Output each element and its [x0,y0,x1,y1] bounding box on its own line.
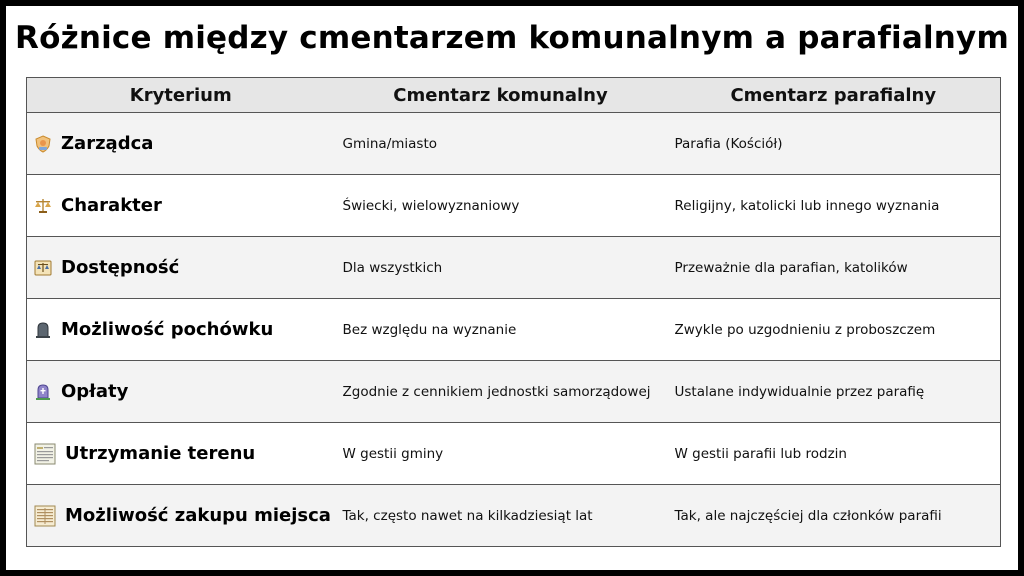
cell-parafialny: Parafia (Kościół) [667,113,1001,175]
document-list-icon [33,442,57,466]
cell-parafialny: Zwykle po uzgodnieniu z proboszczem [667,299,1001,361]
table-row [27,237,1001,299]
table-row [27,361,1001,423]
shield-badge-icon [33,134,53,154]
criterion-label: Możliwość pochówku [61,319,274,340]
criterion-label: Możliwość zakupu miejsca [65,505,331,526]
tombstone-icon [33,320,53,340]
table-header-row [27,78,1001,113]
table-row [27,299,1001,361]
criterion-label: Utrzymanie terenu [65,443,256,464]
header-parafialny: Cmentarz parafialny [667,78,1001,113]
page-title: Różnice między cmentarzem komunalnym a parafialnym [15,20,1009,56]
cell-komunalny: Gmina/miasto [335,113,667,175]
cell-komunalny: Świecki, wielowyznaniowy [335,175,667,237]
table-row [27,113,1001,175]
header-criterion: Kryterium [27,78,335,113]
cell-komunalny: Tak, często nawet na kilkadziesiąt lat [335,485,667,547]
cell-parafialny: Przeważnie dla parafian, katolików [667,237,1001,299]
criterion-label: Opłaty [61,381,129,402]
cell-komunalny: Dla wszystkich [335,237,667,299]
header-komunalny: Cmentarz komunalny [335,78,667,113]
ledger-icon [33,504,57,528]
table-row [27,175,1001,237]
headstone-purple-icon [33,382,53,402]
scales-icon [33,196,53,216]
slide [6,6,1018,570]
criterion-label: Zarządca [61,133,154,154]
cell-komunalny: W gestii gminy [335,423,667,485]
cell-komunalny: Zgodnie z cennikiem jednostki samorządowej [335,361,667,423]
criterion-label: Charakter [61,195,162,216]
criterion-label: Dostępność [61,257,180,278]
cell-komunalny: Bez względu na wyznanie [335,299,667,361]
cell-parafialny: Ustalane indywidualnie przez parafię [667,361,1001,423]
cell-parafialny: W gestii parafii lub rodzin [667,423,1001,485]
table-row [27,485,1001,547]
cell-parafialny: Religijny, katolicki lub innego wyznania [667,175,1001,237]
comparison-table [26,77,1001,547]
table-row [27,423,1001,485]
balance-panel-icon [33,258,53,278]
cell-parafialny: Tak, ale najczęściej dla członków parafii [667,485,1001,547]
